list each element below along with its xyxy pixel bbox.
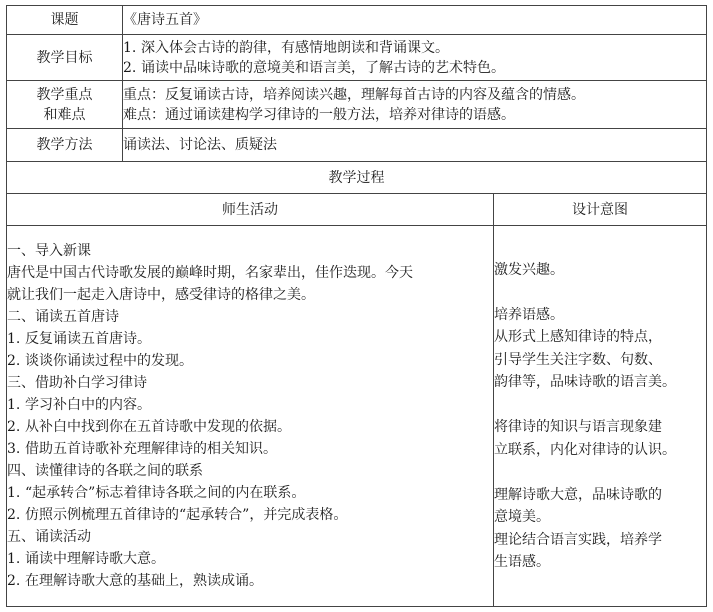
topic-value: 《唐诗五首》 (123, 6, 707, 35)
topic-row (7, 6, 707, 35)
focus-label: 教学重点 和难点 (7, 81, 123, 129)
focus-content (123, 81, 707, 129)
intent-line: 立联系，内化对律诗的认识。 (494, 441, 676, 458)
intent-line: 从形式上感知律诗的特点， (494, 329, 662, 345)
method-value: 诵读法、讨论法、质疑法 (123, 129, 707, 162)
intent-line: 将律诗的知识与语言现象建 (494, 419, 662, 435)
method-row (7, 129, 707, 162)
focus-text: 重点：反复诵读古诗，培养阅读兴趣，理解每首古诗的内容及蕴含的情感。 (123, 86, 585, 103)
intent-line: 理论结合语言实践，培养学 (494, 531, 662, 548)
activity-line: 2. 在理解诗歌大意的基础上，熟读成诵。 (7, 573, 263, 589)
intent-spacer (494, 394, 706, 417)
focus-row (7, 81, 707, 129)
intent-line: 生语感。 (494, 554, 550, 570)
goals-content (123, 35, 707, 81)
activity-line: 二、诵读五首唐诗 (7, 309, 119, 325)
goals-label: 教学目标 (7, 35, 123, 81)
goal-item: 1. 深入体会古诗的韵律，有感情地朗读和背诵课文。 (123, 39, 449, 56)
intent-line: 引导学生关注字数、句数、 (494, 351, 662, 368)
goal-item: 2. 诵读中品味诗歌的意境美和语言美，了解古诗的艺术特色。 (123, 59, 505, 76)
activity-line: 2. 谈谈你诵读过程中的发现。 (7, 353, 193, 369)
topic-label: 课题 (7, 6, 123, 35)
process-body-row (7, 226, 707, 607)
intent-spacer (494, 461, 706, 484)
activity-line: 1. 反复诵读五首唐诗。 (7, 331, 151, 347)
activity-line: 唐代是中国古代诗歌发展的巅峰时期，名家辈出，佳作迭现。今天 (7, 265, 413, 281)
intent-line: 意境美。 (494, 509, 550, 525)
lesson-plan-table (6, 5, 707, 607)
intent-line: 激发兴趣。 (494, 261, 564, 278)
goals-row (7, 35, 707, 81)
activity-line: 1. 学习补白中的内容。 (7, 397, 151, 413)
process-header-row (7, 194, 707, 226)
activity-line: 四、读懂律诗的各联之间的联系 (7, 463, 203, 479)
intent-column-header: 设计意图 (494, 194, 707, 226)
activity-column-header: 师生活动 (7, 194, 494, 226)
process-title: 教学过程 (7, 162, 707, 194)
intent-cell (494, 226, 707, 607)
activity-line: 五、诵读活动 (7, 529, 91, 545)
intent-line: 理解诗歌大意，品味诗歌的 (494, 486, 662, 503)
method-label: 教学方法 (7, 129, 123, 162)
difficulty-text: 难点：通过诵读建构学习律诗的一般方法，培养对律诗的语感。 (123, 106, 515, 123)
intent-line: 培养语感。 (494, 306, 564, 323)
activity-line: 1. 诵读中理解诗歌大意。 (7, 551, 165, 567)
process-title-row (7, 162, 707, 194)
intent-line: 韵律等，品味诗歌的语言美。 (494, 374, 676, 390)
activity-line: 3. 借助五首诗歌补充理解律诗的相关知识。 (7, 441, 277, 457)
activity-line: 三、借助补白学习律诗 (7, 375, 147, 391)
activity-line: 2. 从补白中找到你在五首诗歌中发现的依据。 (7, 419, 291, 435)
activity-line: 1. “起承转合”标志着律诗各联之间的内在联系。 (7, 485, 306, 501)
activity-line: 2. 仿照示例梳理五首律诗的“起承转合”，并完成表格。 (7, 507, 348, 523)
activity-line: 一、导入新课 (7, 243, 91, 259)
intent-spacer (494, 281, 706, 304)
activity-cell (7, 226, 494, 607)
activity-line: 就让我们一起走入唐诗中，感受律诗的格律之美。 (7, 287, 315, 303)
